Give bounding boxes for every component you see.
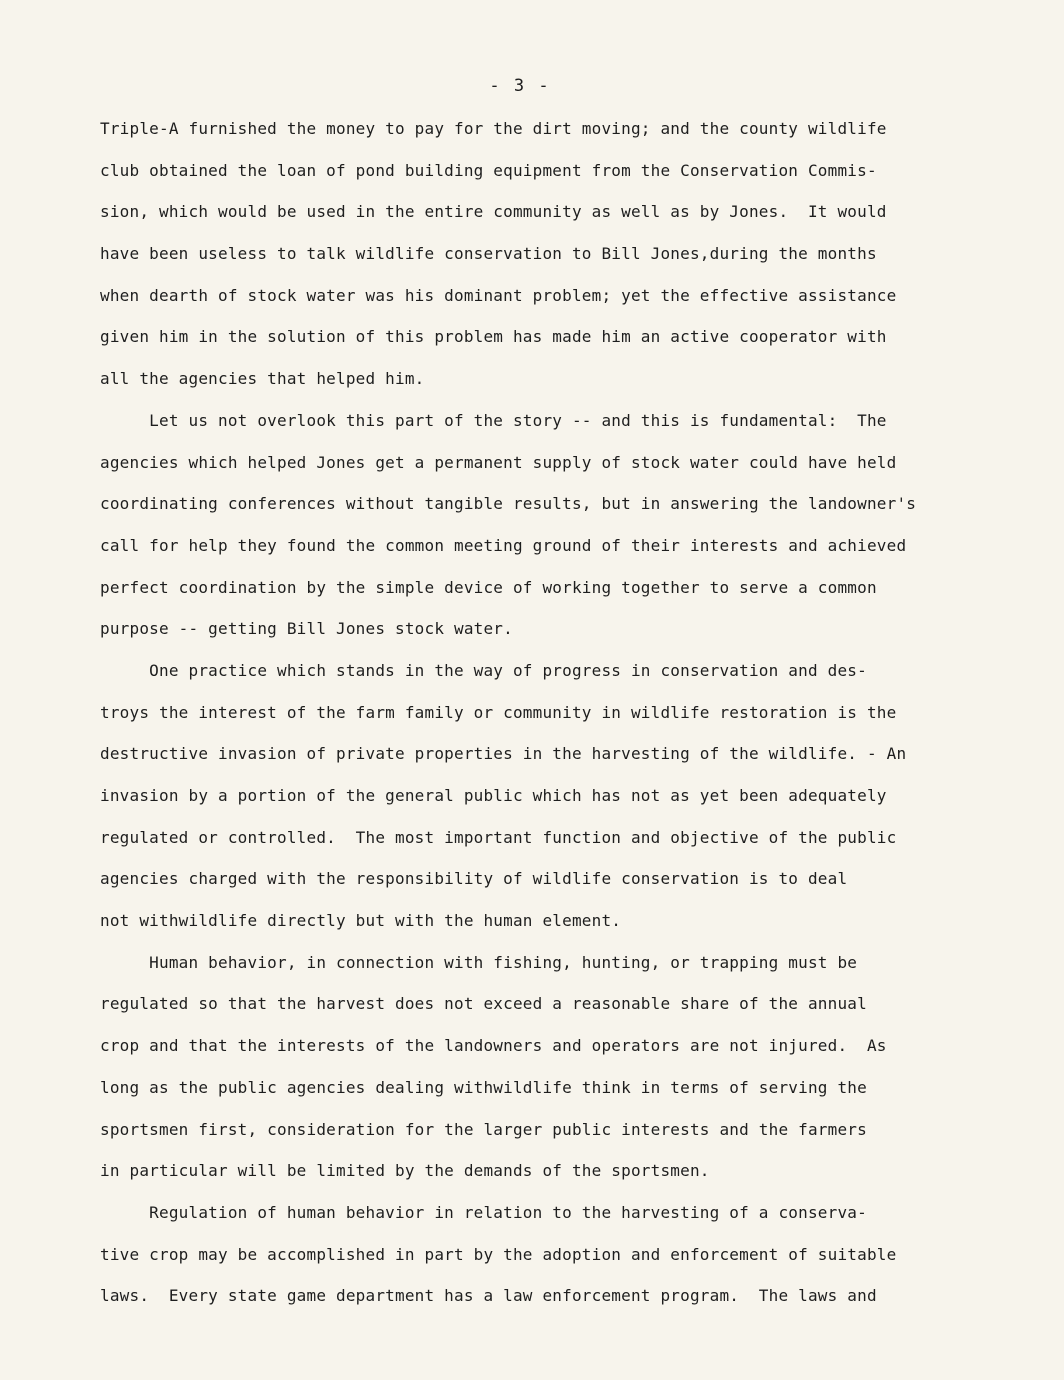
- text-line: destructive invasion of private properties in the harvesting of the wildlife. - An: [100, 744, 907, 764]
- text-line: when dearth of stock water was his dominant problem; yet the effective assistance: [100, 285, 897, 305]
- text-line: agencies charged with the responsibility of wildlife conservation is to deal: [100, 869, 848, 889]
- text-line: One practice which stands in the way of progress in conservation and des-: [100, 660, 867, 680]
- text-line: Regulation of human behavior in relation to the harvesting of a conserva-: [100, 1202, 867, 1222]
- text-line: long as the public agencies dealing withwildlife think in terms of serving the: [100, 1077, 867, 1097]
- text-line: perfect coordination by the simple device of working together to serve a common: [100, 577, 877, 597]
- text-line: not withwildlife directly but with the human element.: [100, 911, 622, 931]
- text-line: club obtained the loan of pond building equipment from the Conservation Commis-: [100, 160, 877, 180]
- page-number: - 3 -: [489, 76, 551, 96]
- text-line: regulated so that the harvest does not exceed a reasonable share of the annual: [100, 994, 867, 1014]
- text-line: given him in the solution of this problem has made him an active cooperator with: [100, 327, 887, 347]
- text-line: invasion by a portion of the general public which has not as yet been adequately: [100, 786, 887, 805]
- text-line: have been useless to talk wildlife conservation to Bill Jones,during the months: [100, 244, 877, 264]
- text-line: all the agencies that helped him.: [100, 369, 425, 389]
- text-line: troys the interest of the farm family or community in wildlife restoration is the: [100, 702, 897, 722]
- text-line: call for help they found the common meeting ground of their interests and achieved: [100, 535, 907, 555]
- text-line: crop and that the interests of the landowners and operators are not injured. As: [100, 1036, 887, 1056]
- text-line: coordinating conferences without tangible results, but in answering the landowner's: [100, 494, 917, 514]
- text-line: Let us not overlook this part of the story -- and this is fundamental: The: [100, 410, 887, 430]
- text-line: laws. Every state game department has a law enforcement program. The laws and: [100, 1286, 877, 1306]
- text-line: sportsmen first, consideration for the larger public interests and the farmers: [100, 1119, 867, 1139]
- text-line: Human behavior, in connection with fishing, hunting, or trapping must be: [100, 952, 858, 972]
- text-line: sion, which would be used in the entire community as well as by Jones. It would: [100, 202, 887, 222]
- text-line: purpose -- getting Bill Jones stock water.: [100, 619, 513, 639]
- text-line: Triple-A furnished the money to pay for the dirt moving; and the county wildlife: [100, 119, 887, 138]
- body-text: [100, 117, 1000, 1326]
- text-line: in particular will be limited by the demands of the sportsmen.: [100, 1161, 710, 1181]
- text-line: tive crop may be accomplished in part by the adoption and enforcement of suitable: [100, 1244, 897, 1264]
- text-line: regulated or controlled. The most important function and objective of the public: [100, 827, 897, 847]
- text-line: agencies which helped Jones get a permanent supply of stock water could have held: [100, 452, 897, 472]
